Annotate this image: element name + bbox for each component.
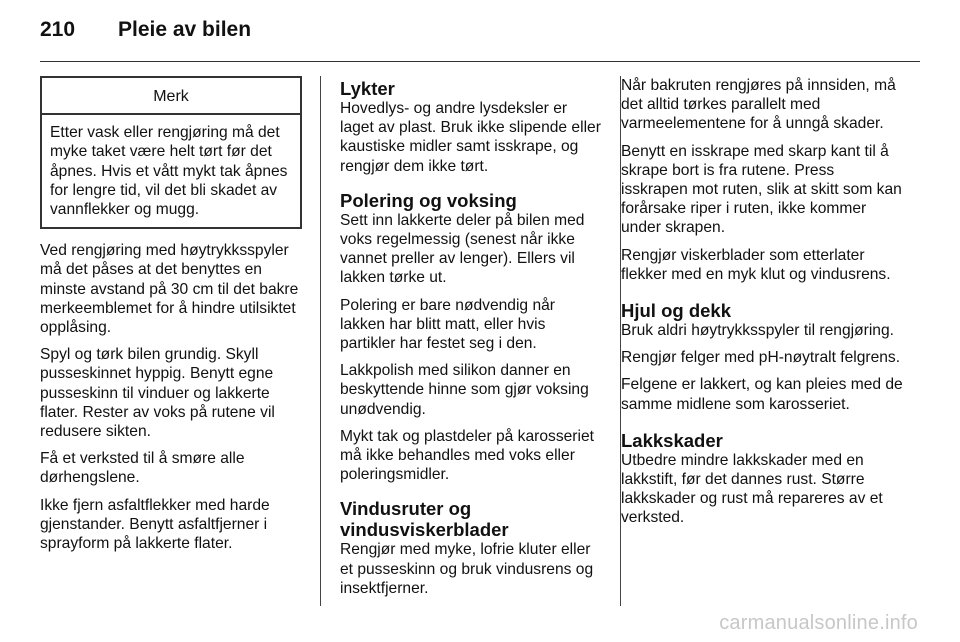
note-box [40,76,302,229]
column-3 [621,76,903,536]
paragraph: Rengjør viskerblader som etterlater flekker med en myk klut og vindusrens. [621,246,891,283]
paragraph: Polering er bare nødvendig når lakken har blitt matt, eller hvis partikler har festet seg i den. [340,296,555,353]
paragraph: Sett inn lakkerte deler på bilen med voks regelmessig (senest når ikke vannet preller av lenger). Ellers vil lakken tørke ut. [340,211,585,287]
paragraph: Spyl og tørk bilen grundig. Skyll pusseskinnet hyppig. Benytt egne pusseskinn til vinduer og lakkerte flater. Rester av voks på rutene vil redusere sikten. [40,346,275,441]
page-header [40,18,920,48]
page-title: Pleie av bilen [118,18,252,41]
section-heading-vindusruter: Vindusruter og vindusviskerblader [340,498,509,541]
paragraph: Felgene er lakkert, og kan pleies med de samme midlene som karosseriet. [621,376,903,413]
note-text: Etter vask eller rengjøring må det myke taket være helt tørt før det åpnes. Hvis et vått mykt tak åpnes for lengre tid, vil det bli skadet av vannflekker og mugg. [50,124,288,219]
paragraph: Få et verksted til å smøre alle dørhengslene. [40,450,245,487]
section-heading-polering: Polering og voksing [340,189,517,211]
paragraph: Lakkpolish med silikon danner en beskyttende hinne som gjør voksing unødvendig. [340,362,589,418]
paragraph: Benytt en isskrape med skarp kant til å skrape bort is fra rutene. Press isskrapen mot ruten, slik at skitt som kan forårsake riper i ruten, ikke kommer under skrapen. [621,142,902,237]
watermark: carmanualsonline.info [719,612,918,634]
page-number: 210 [40,18,76,41]
section-heading-hjul: Hjul og dekk [621,300,731,322]
column-divider-1 [320,76,321,606]
paragraph: Hovedlys- og andre lysdeksler er laget av plast. Bruk ikke slipende eller kaustiske midler samt isskrape, og rengjør dem ikke tørt. [340,100,601,175]
paragraph: Rengjør felger med pH-nøytralt felgrens. [621,349,901,367]
section-heading-lykter: Lykter [340,78,395,99]
paragraph: Når bakruten rengjøres på innsiden, må det alltid tørkes parallelt med varmeelementene for å unngå skader. [621,77,896,133]
column-1 [40,76,302,561]
note-title: Merk [42,78,300,115]
paragraph: Bruk aldri høytrykksspyler til rengjøring. [621,322,894,340]
section-heading-lakkskader: Lakkskader [621,429,723,451]
column-2 [340,76,604,606]
paragraph: Utbedre mindre lakkskader med en lakkstift, før det dannes rust. Større lakkskader og rust må repareres av et verksted. [621,451,883,527]
paragraph: Ikke fjern asfaltflekker med harde gjenstander. Benytt asfaltfjerner i sprayform på lakkerte flater. [40,496,270,553]
paragraph: Rengjør med myke, lofrie kluter eller et pusseskinn og bruk vindusrens og insektfjerner. [340,541,594,597]
paragraph: Mykt tak og plastdeler på karosseriet må ikke behandles med voks eller poleringsmidler. [340,427,594,484]
paragraph: Ved rengjøring med høytrykksspyler må det påses at det benyttes en minste avstand på 30 cm til det bakre merkeemblemet for å hindre utilsiktet opplåsing. [40,242,299,337]
header-divider [40,61,920,62]
